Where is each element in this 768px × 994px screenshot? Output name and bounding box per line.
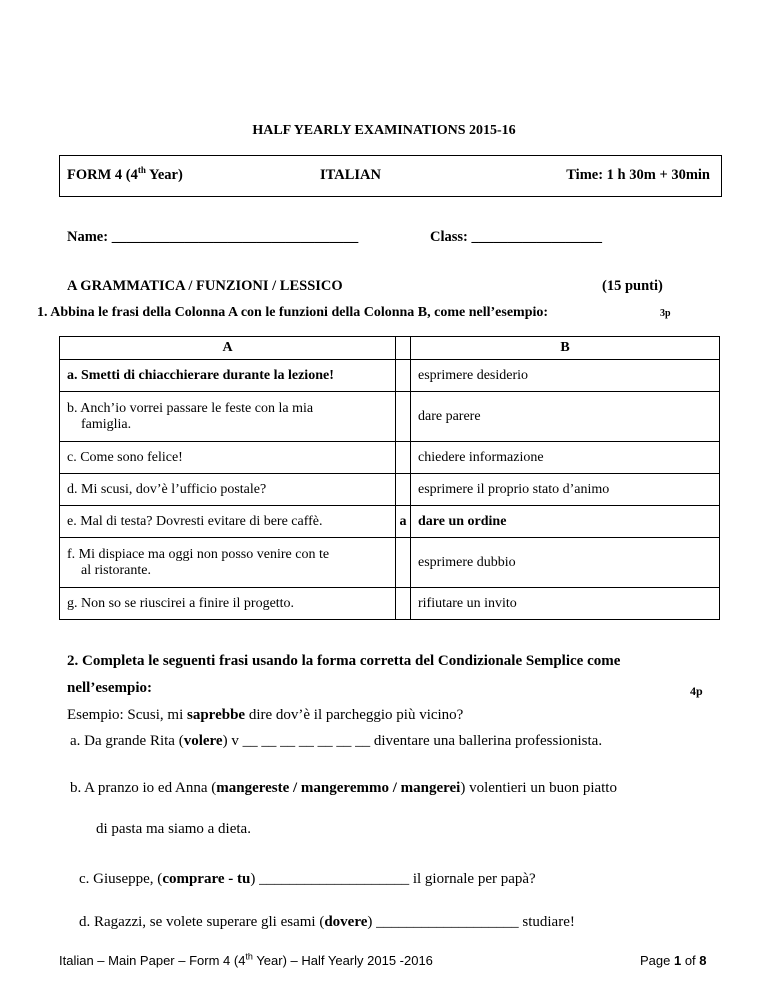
- exercise2-instruction: 2. Completa le seguenti frasi usando la forma corretta del Condizionale Semplice come: [67, 653, 621, 669]
- function-cell: esprimere dubbio: [411, 538, 720, 588]
- footer-left: [59, 953, 433, 968]
- matching-table: [59, 336, 720, 620]
- exercise2-points: 4p: [690, 684, 703, 698]
- phrase-line-1: f. Mi dispiace ma oggi non posso venire con te: [67, 546, 330, 562]
- page-current: 1: [673, 953, 682, 968]
- answer-cell[interactable]: [396, 538, 411, 588]
- question-b-post: ) volentieri un buon piatto: [460, 780, 617, 796]
- question-a-pre: a. Da grande Rita (: [70, 733, 184, 749]
- function-cell: esprimere il proprio stato d’animo: [411, 474, 720, 506]
- exercise2-instruction-cont: nell’esempio:: [67, 680, 152, 696]
- function-cell: dare parere: [411, 392, 720, 442]
- question-b-options: mangereste / mangeremmo / mangerei: [216, 780, 461, 796]
- phrase-line-2: famiglia.: [81, 416, 132, 432]
- phrase-cell: a. Smetti di chiacchierare durante la lezione!: [60, 360, 396, 392]
- page-number: [640, 953, 707, 968]
- table-row: [60, 474, 720, 506]
- class-field: Class: __________________: [430, 229, 602, 245]
- example-verb: saprebbe: [187, 707, 246, 723]
- phrase-line-2: al ristorante.: [81, 562, 151, 578]
- question-d-post: ) ___________________ studiare!: [367, 914, 575, 930]
- table-row: [60, 588, 720, 620]
- page-total: 8: [699, 953, 707, 968]
- phrase-cell: [60, 538, 396, 588]
- question-d: [79, 914, 575, 931]
- table-row: [60, 506, 720, 538]
- section-a-points: (15 punti): [602, 278, 663, 294]
- col-b-header: B: [411, 337, 720, 360]
- question-b: [70, 780, 617, 797]
- table-row: [60, 392, 720, 442]
- page-label: Page: [640, 953, 674, 968]
- phrase-cell: g. Non so se riuscirei a finire il progetto.: [60, 588, 396, 620]
- time-label: Time: 1 h 30m + 30min: [566, 167, 710, 183]
- col-a-header: A: [60, 337, 396, 360]
- phrase-cell: d. Mi scusi, dov’è l’ufficio postale?: [60, 474, 396, 506]
- table-row: [60, 538, 720, 588]
- question-d-verb: dovere: [324, 914, 368, 930]
- exercise1-instruction: 1. Abbina le frasi della Colonna A con le funzioni della Colonna B, come nell’esempio:: [37, 305, 549, 320]
- section-a-title: A GRAMMATICA / FUNZIONI / LESSICO: [67, 278, 343, 294]
- exercise1-points: 3p: [660, 308, 671, 319]
- question-a-verb: volere: [183, 733, 223, 749]
- answer-cell[interactable]: [396, 392, 411, 442]
- header-box: [59, 155, 722, 197]
- table-row: [60, 442, 720, 474]
- phrase-cell: [60, 392, 396, 442]
- table-row: [60, 360, 720, 392]
- question-a-post: ) v __ __ __ __ __ __ __ diventare una ballerina professionista.: [222, 733, 603, 749]
- function-cell: chiedere informazione: [411, 442, 720, 474]
- form-label-year: Year): [145, 167, 183, 183]
- footer-left-pre: Italian – Main Paper – Form 4 (4: [59, 953, 246, 968]
- question-c-pre: c. Giuseppe, (: [79, 871, 163, 887]
- footer-left-post: Year) – Half Yearly 2015 -2016: [252, 953, 433, 968]
- example-post: dire dov’è il parcheggio più vicino?: [245, 707, 464, 723]
- example-sentence: [67, 707, 463, 724]
- question-c-post: ) ____________________ il giornale per papà?: [250, 871, 536, 887]
- subject-label: ITALIAN: [320, 167, 381, 183]
- name-field: Name: __________________________________: [67, 229, 359, 245]
- phrase-cell: e. Mal di testa? Dovresti evitare di bere caffè.: [60, 506, 396, 538]
- footer-left-sup: th: [245, 951, 253, 962]
- question-b-pre: b. A pranzo io ed Anna (: [70, 780, 217, 796]
- answer-cell[interactable]: [396, 588, 411, 620]
- answer-cell[interactable]: [396, 360, 411, 392]
- question-c: [79, 871, 536, 888]
- answer-cell[interactable]: [396, 474, 411, 506]
- question-a: [70, 733, 602, 750]
- phrase-cell: c. Come sono felice!: [60, 442, 396, 474]
- form-label-sup: th: [137, 165, 146, 176]
- form-label-text: FORM 4 (4: [67, 167, 138, 183]
- answer-cell[interactable]: a: [396, 506, 411, 538]
- letter-header: [396, 337, 411, 360]
- example-pre: Esempio: Scusi, mi: [67, 707, 187, 723]
- answer-cell[interactable]: [396, 442, 411, 474]
- question-d-pre: d. Ragazzi, se volete superare gli esami (: [79, 914, 325, 930]
- function-cell: esprimere desiderio: [411, 360, 720, 392]
- form-label: [67, 167, 183, 184]
- question-b-cont: di pasta ma siamo a dieta.: [96, 821, 251, 837]
- exam-title: HALF YEARLY EXAMINATIONS 2015-16: [252, 123, 516, 138]
- function-cell: dare un ordine: [411, 506, 720, 538]
- function-cell: rifiutare un invito: [411, 588, 720, 620]
- page-of: of: [681, 953, 700, 968]
- question-c-verb: comprare - tu: [162, 871, 251, 887]
- table-header-row: [60, 337, 720, 360]
- phrase-line-1: b. Anch’io vorrei passare le feste con la mia: [67, 400, 314, 416]
